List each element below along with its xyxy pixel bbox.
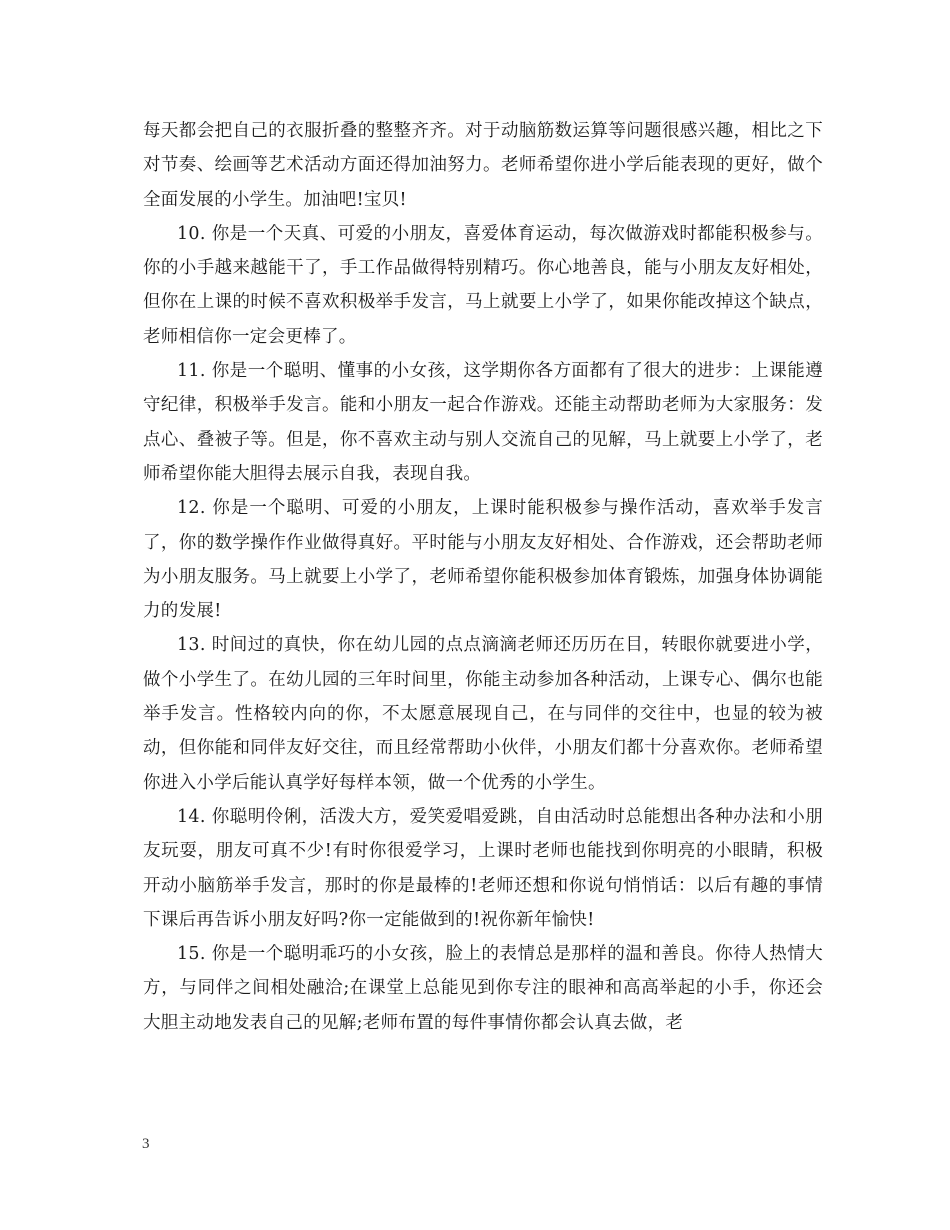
document-body [143, 114, 823, 1040]
paragraph-item-14: 14. 你聪明伶俐，活泼大方，爱笑爱唱爱跳，自由活动时总能想出各种办法和小朋友玩耍，朋友可真不少!有时你很爱学习，上课时老师也能找到你明亮的小眼睛，积极开动小脑筋举手发言，那时的你是最棒的!老师还想和你说句悄悄话：以后有趣的事情下课后再告诉小朋友好吗?你一定能做到的!祝你新年愉快! [143, 806, 823, 930]
paragraph-item-13: 13. 时间过的真快，你在幼儿园的点点滴滴老师还历历在目，转眼你就要进小学，做个小学生了。在幼儿园的三年时间里，你能主动参加各种活动，上课专心、偶尔也能举手发言。性格较内向的你，不太愿意展现自己，在与同伴的交往中，也显的较为被动，但你能和同伴友好交往，而且经常帮助小伙伴，小朋友们都十分喜欢你。老师希望你进入小学后能认真学好每样本领，做一个优秀的小学生。 [143, 635, 823, 793]
paragraph-continuation: 每天都会把自己的衣服折叠的整整齐齐。对于动脑筋数运算等问题很感兴趣，相比之下对节奏、绘画等艺术活动方面还得加油努力。老师希望你进小学后能表现的更好，做个全面发展的小学生。加油吧!宝贝! [143, 121, 823, 210]
paragraph-item-10: 10. 你是一个天真、可爱的小朋友，喜爱体育运动，每次做游戏时都能积极参与。你的小手越来越能干了，手工作品做得特别精巧。你心地善良，能与小朋友友好相处，但你在上课的时候不喜欢积极举手发言，马上就要上小学了，如果你能改掉这个缺点，老师相信你一定会更棒了。 [143, 223, 823, 347]
paragraph-item-12: 12. 你是一个聪明、可爱的小朋友，上课时能积极参与操作活动，喜欢举手发言了，你的数学操作作业做得真好。平时能与小朋友友好相处、合作游戏，还会帮助老师为小朋友服务。马上就要上小学了，老师希望你能积极参加体育锻炼，加强身体协调能力的发展! [143, 498, 823, 622]
page-number: 3 [142, 1136, 150, 1152]
paragraph-item-11: 11. 你是一个聪明、懂事的小女孩，这学期你各方面都有了很大的进步：上课能遵守纪律，积极举手发言。能和小朋友一起合作游戏。还能主动帮助老师为大家服务：发点心、叠被子等。但是，你不喜欢主动与别人交流自己的见解，马上就要上小学了，老师希望你能大胆得去展示自我，表现自我。 [143, 361, 823, 484]
paragraph-item-15: 15. 你是一个聪明乖巧的小女孩，脸上的表情总是那样的温和善良。你待人热情大方，与同伴之间相处融洽;在课堂上总能见到你专注的眼神和高高举起的小手，你还会大胆主动地发表自己的见解;老师布置的每件事情你都会认真去做，老 [143, 944, 823, 1033]
